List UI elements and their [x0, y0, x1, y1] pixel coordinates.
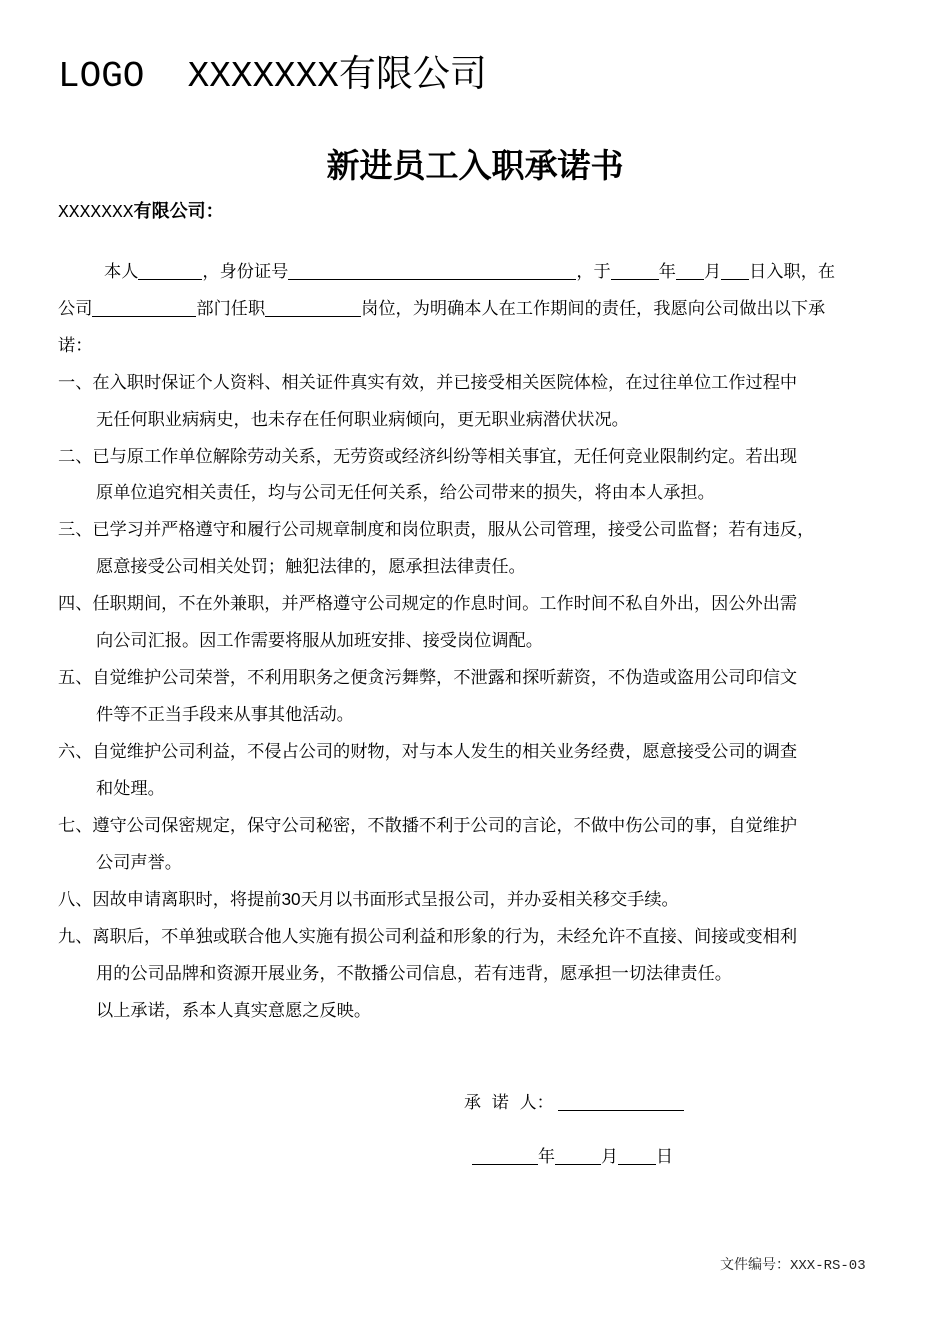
logo-text: LOGO [58, 56, 145, 97]
document-title: 新进员工入职承诺书 [326, 146, 624, 185]
sign-day-blank[interactable] [618, 1143, 656, 1165]
sign-year-blank[interactable] [472, 1143, 538, 1165]
addressee-suffix: 有限公司： [133, 201, 224, 222]
commitment-item-2: 二、已与原工作单位解除劳动关系，无劳资或经济纠纷等相关事宜，无任何竞业限制约定。若出现 原单位追究相关责任，均与公司无任何关系，给公司带来的损失，将由本人承担。 [58, 446, 798, 504]
commitment-item-6: 六、自觉维护公司利益，不侵占公司的财物，对与本人发生的相关业务经费，愿意接受公司的调查 和处理。 [58, 741, 798, 799]
signature-label: 承 诺 人： [464, 1093, 554, 1113]
entry-day-blank[interactable] [721, 258, 749, 280]
commitment-item-5: 五、自觉维护公司荣誉，不利用职务之便贪污舞弊，不泄露和探听薪资，不伪造或盗用公司印信文 件等不正当手段来从事其他活动。 [58, 667, 798, 725]
header-company-code: XXXXXXX [187, 56, 339, 97]
department-blank[interactable] [92, 295, 196, 317]
signature-blank[interactable] [558, 1089, 684, 1111]
id-number-blank[interactable] [288, 258, 576, 280]
addressee [58, 198, 224, 227]
commitment-item-1: 一、在入职时保证个人资料、相关证件真实有效，并已接受相关医院体检，在过往单位工作过程中 无任何职业病病史，也未存在任何职业病倾向，更无职业病潜伏状况。 [58, 372, 798, 430]
commitment-item-7: 七、遵守公司保密规定，保守公司秘密，不散播不利于公司的言论，不做中伤公司的事，自觉维护 公司声誉。 [58, 815, 798, 873]
sign-month-blank[interactable] [555, 1143, 601, 1165]
signature-row [464, 1088, 684, 1118]
commitment-item-8: 八、因故申请离职时，将提前30天月以书面形式呈报公司，并办妥相关移交手续。 [58, 889, 679, 911]
document-number-label: 文件编号： [720, 1257, 790, 1273]
entry-year-blank[interactable] [611, 258, 659, 280]
header-company-name: 有限公司 [338, 54, 487, 95]
commitment-item-3: 三、已学习并严格遵守和履行公司规章制度和岗位职责，服从公司管理，接受公司监督；若有违反， 愿意接受公司相关处罚；触犯法律的，愿承担法律责任。 [58, 520, 815, 578]
name-blank[interactable] [138, 258, 202, 280]
date-row: 年 月 日 [472, 1142, 673, 1172]
intro-line-3: 诺： [58, 335, 93, 356]
intro-line-2: 公司 部门任职 岗位，为明确本人在工作期间的责任，我愿向公司做出以下承 [58, 291, 892, 328]
document-number [720, 1254, 866, 1277]
commitment-body [58, 254, 892, 1030]
addressee-company-code: XXXXXXX [58, 203, 134, 223]
company-header [58, 52, 487, 99]
commitment-item-9: 九、离职后，不单独或联合他人实施有损公司利益和形象的行为，未经允许不直接、间接或变相利 用的公司品牌和资源开展业务，不散播公司信息，若有违背，愿承担一切法律责任。 [58, 927, 798, 985]
commitment-item-4: 四、任职期间，不在外兼职，并严格遵守公司规定的作息时间。工作时间不私自外出，因公外出需 向公司汇报。因工作需要将服从加班安排、接受岗位调配。 [58, 594, 798, 652]
position-blank[interactable] [265, 295, 361, 317]
entry-month-blank[interactable] [676, 258, 704, 280]
document-number-code: XXX-RS-03 [790, 1258, 866, 1274]
intro-line-1: 本人 ，身份证号 ，于 年 月 日入职，在 [58, 254, 892, 291]
closing-statement: 以上承诺，系本人真实意愿之反映。 [96, 1001, 372, 1022]
